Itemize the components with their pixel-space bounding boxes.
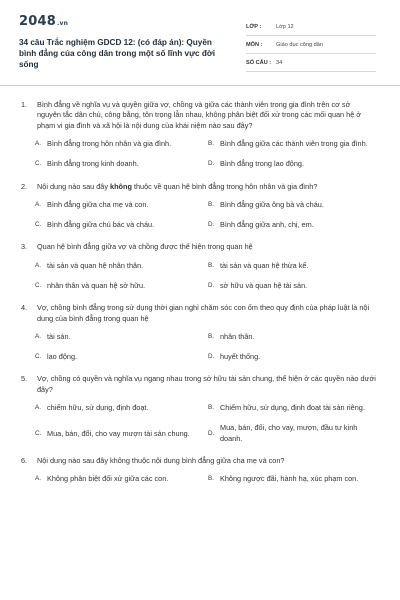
option-letter: B.: [208, 333, 214, 341]
option-text: Bình đẳng trong kinh doanh.: [47, 159, 139, 169]
option-letter: C.: [35, 353, 42, 361]
option-text: tài sản và quan hệ nhân thân.: [47, 260, 144, 270]
answer-option-c[interactable]: [35, 423, 208, 443]
answer-option-d[interactable]: [208, 159, 376, 169]
option-text: Chiếm hữu, sử dụng, định đoạt tài sản riêng.: [220, 403, 365, 413]
question-emphasis: không: [110, 181, 132, 191]
answer-option-c[interactable]: [35, 159, 208, 169]
option-letter: D.: [208, 282, 215, 290]
option-letter: A.: [35, 333, 41, 341]
meta-table: [246, 18, 376, 72]
question-text: Bình đẳng về nghĩa vụ và quyền giữa vợ, chồng và giữa các thành viên trong gia đình trên cơ sở nguyên tắc dân chủ, công bằng, tôn trọng lẫn nhau, không phân biệt đối xử trong các mối quan hệ ở phạm vi gia đình và xã hội là nội dung của khái niệm nào sau đây?: [37, 100, 362, 130]
question-number: 4.: [21, 303, 28, 313]
question-number: 3.: [21, 242, 28, 252]
answer-options: [35, 139, 376, 169]
option-text: Mua, bán, đổi, cho vay mượn tài sản chung.: [47, 428, 190, 438]
answer-option-a[interactable]: [35, 139, 208, 149]
answer-option-b[interactable]: [208, 474, 376, 484]
question-number: 6.: [21, 455, 28, 465]
answer-option-c[interactable]: [35, 352, 208, 362]
answer-option-a[interactable]: [35, 261, 208, 271]
option-text: nhân thân và quan hệ sở hữu.: [47, 281, 146, 291]
question-text: Vợ, chồng có quyền và nghĩa vụ ngang nhau trong sở hữu tài sản chung, thể hiện ở các quyền nào dưới đây?: [37, 374, 376, 394]
question-5: [19, 374, 376, 443]
option-text: huyết thống.: [220, 352, 261, 362]
question-number: 1.: [21, 100, 28, 109]
option-letter: C.: [35, 221, 42, 229]
option-text: Bình đẳng trong hôn nhân và gia đình.: [47, 139, 172, 149]
option-text: Không ngược đãi, hành hạ, xúc phạm con.: [220, 474, 359, 484]
option-letter: D.: [208, 353, 215, 361]
option-letter: B.: [208, 475, 214, 483]
option-text: Bình đẳng giữa chú bác và cháu.: [47, 220, 155, 230]
option-text: sở hữu và quan hệ tài sản.: [220, 281, 308, 291]
meta-value: Lớp 12: [276, 23, 294, 30]
meta-label: LỚP :: [246, 23, 262, 30]
option-text: Không phân biệt đối xử giữa các con.: [47, 474, 169, 484]
question-2: [19, 182, 376, 231]
question-text: Nội dung nào sau đây không thuộc nội dung bình đẳng giữa cha mẹ và con?: [37, 455, 285, 465]
answer-option-a[interactable]: [35, 474, 208, 484]
answer-options: [35, 200, 376, 230]
answer-option-d[interactable]: [208, 220, 376, 230]
option-text: tài sản và quan hệ thừa kế.: [220, 260, 309, 270]
logo-suffix: .vn: [56, 20, 69, 27]
answer-option-b[interactable]: [208, 200, 376, 210]
answer-option-a[interactable]: [35, 403, 208, 413]
option-text: Mua, bán, đổi, cho vay, mượn, đầu tư kinh doanh.: [220, 423, 358, 443]
option-text: tài sản.: [47, 332, 71, 342]
header-divider: [0, 85, 400, 86]
meta-row-count: [246, 54, 376, 72]
answer-options: [35, 261, 376, 291]
option-letter: D.: [208, 429, 215, 437]
meta-value: 34: [276, 59, 283, 66]
option-letter: D.: [208, 160, 215, 168]
logo-main: 2048: [19, 14, 56, 29]
question-3: [19, 242, 376, 291]
option-text: Bình đẳng trong lao động.: [220, 159, 304, 169]
question-number: 5.: [21, 374, 28, 384]
option-text: Bình đẳng giữa anh, chị, em.: [220, 220, 314, 230]
meta-label: SỐ CÂU :: [246, 59, 272, 66]
answer-option-b[interactable]: [208, 403, 376, 413]
option-letter: A.: [35, 201, 41, 209]
option-text: lao động.: [47, 352, 78, 362]
question-4: [19, 303, 376, 362]
answer-option-b[interactable]: [208, 261, 376, 271]
option-letter: A.: [35, 475, 41, 483]
header-left: [19, 14, 229, 72]
question-number: 2.: [21, 181, 28, 191]
option-letter: B.: [208, 201, 214, 209]
meta-row-subject: [246, 36, 376, 54]
answer-options: [35, 474, 376, 484]
option-letter: B.: [208, 261, 214, 269]
option-text: nhân thân.: [220, 332, 255, 342]
meta-value: Giáo dục công dân: [276, 41, 323, 48]
option-letter: C.: [35, 282, 42, 290]
answer-option-c[interactable]: [35, 220, 208, 230]
option-letter: B.: [208, 140, 214, 148]
page-header: [19, 0, 376, 72]
option-letter: A.: [35, 140, 41, 148]
document-title: 34 câu Trắc nghiệm GDCD 12: (có đáp án): Quyền bình đẳng của công dân trong một số lĩnh vực đời sống: [19, 38, 215, 69]
answer-options: [35, 332, 376, 362]
answer-option-c[interactable]: [35, 281, 208, 291]
answer-option-a[interactable]: [35, 200, 208, 210]
question-1: [19, 100, 376, 170]
answer-option-a[interactable]: [35, 332, 208, 342]
answer-option-b[interactable]: [208, 139, 376, 149]
option-text: Bình đẳng giữa cha mẹ và con.: [47, 200, 149, 210]
meta-label: MÔN :: [246, 41, 263, 48]
option-text: chiếm hữu, sử dụng, định đoạt.: [47, 403, 149, 413]
answer-option-d[interactable]: [208, 281, 376, 291]
question-text-end: thuộc về quan hệ bình đẳng trong hôn nhân và gia đình?: [131, 181, 318, 191]
answer-option-d[interactable]: [208, 352, 376, 362]
option-text: Bình đẳng giữa ông bà và cháu.: [220, 200, 324, 210]
option-letter: A.: [35, 261, 41, 269]
answer-option-d[interactable]: [208, 423, 376, 443]
option-letter: C.: [35, 160, 42, 168]
question-6: [19, 456, 376, 485]
question-text: Vợ, chồng bình đẳng trong sử dụng thời gian nghỉ chăm sóc con ốm theo quy định của pháp luật là nội dung của bình đẳng trong quan hệ: [37, 303, 370, 323]
question-text-start: Nội dung nào sau đây: [37, 181, 111, 191]
answer-option-b[interactable]: [208, 332, 376, 342]
option-letter: A.: [35, 404, 41, 412]
answer-options: [35, 403, 376, 444]
option-text: Bình đẳng giữa các thành viên trong gia đình.: [220, 139, 368, 149]
question-text: [37, 182, 376, 192]
site-logo[interactable]: [19, 14, 229, 29]
question-text: Quan hệ bình đẳng giữa vợ và chồng được thể hiện trong quan hệ: [37, 242, 253, 252]
option-letter: C.: [35, 429, 42, 437]
option-letter: B.: [208, 404, 214, 412]
question-list: [19, 100, 376, 485]
meta-row-grade: [246, 18, 376, 36]
option-letter: D.: [208, 221, 215, 229]
